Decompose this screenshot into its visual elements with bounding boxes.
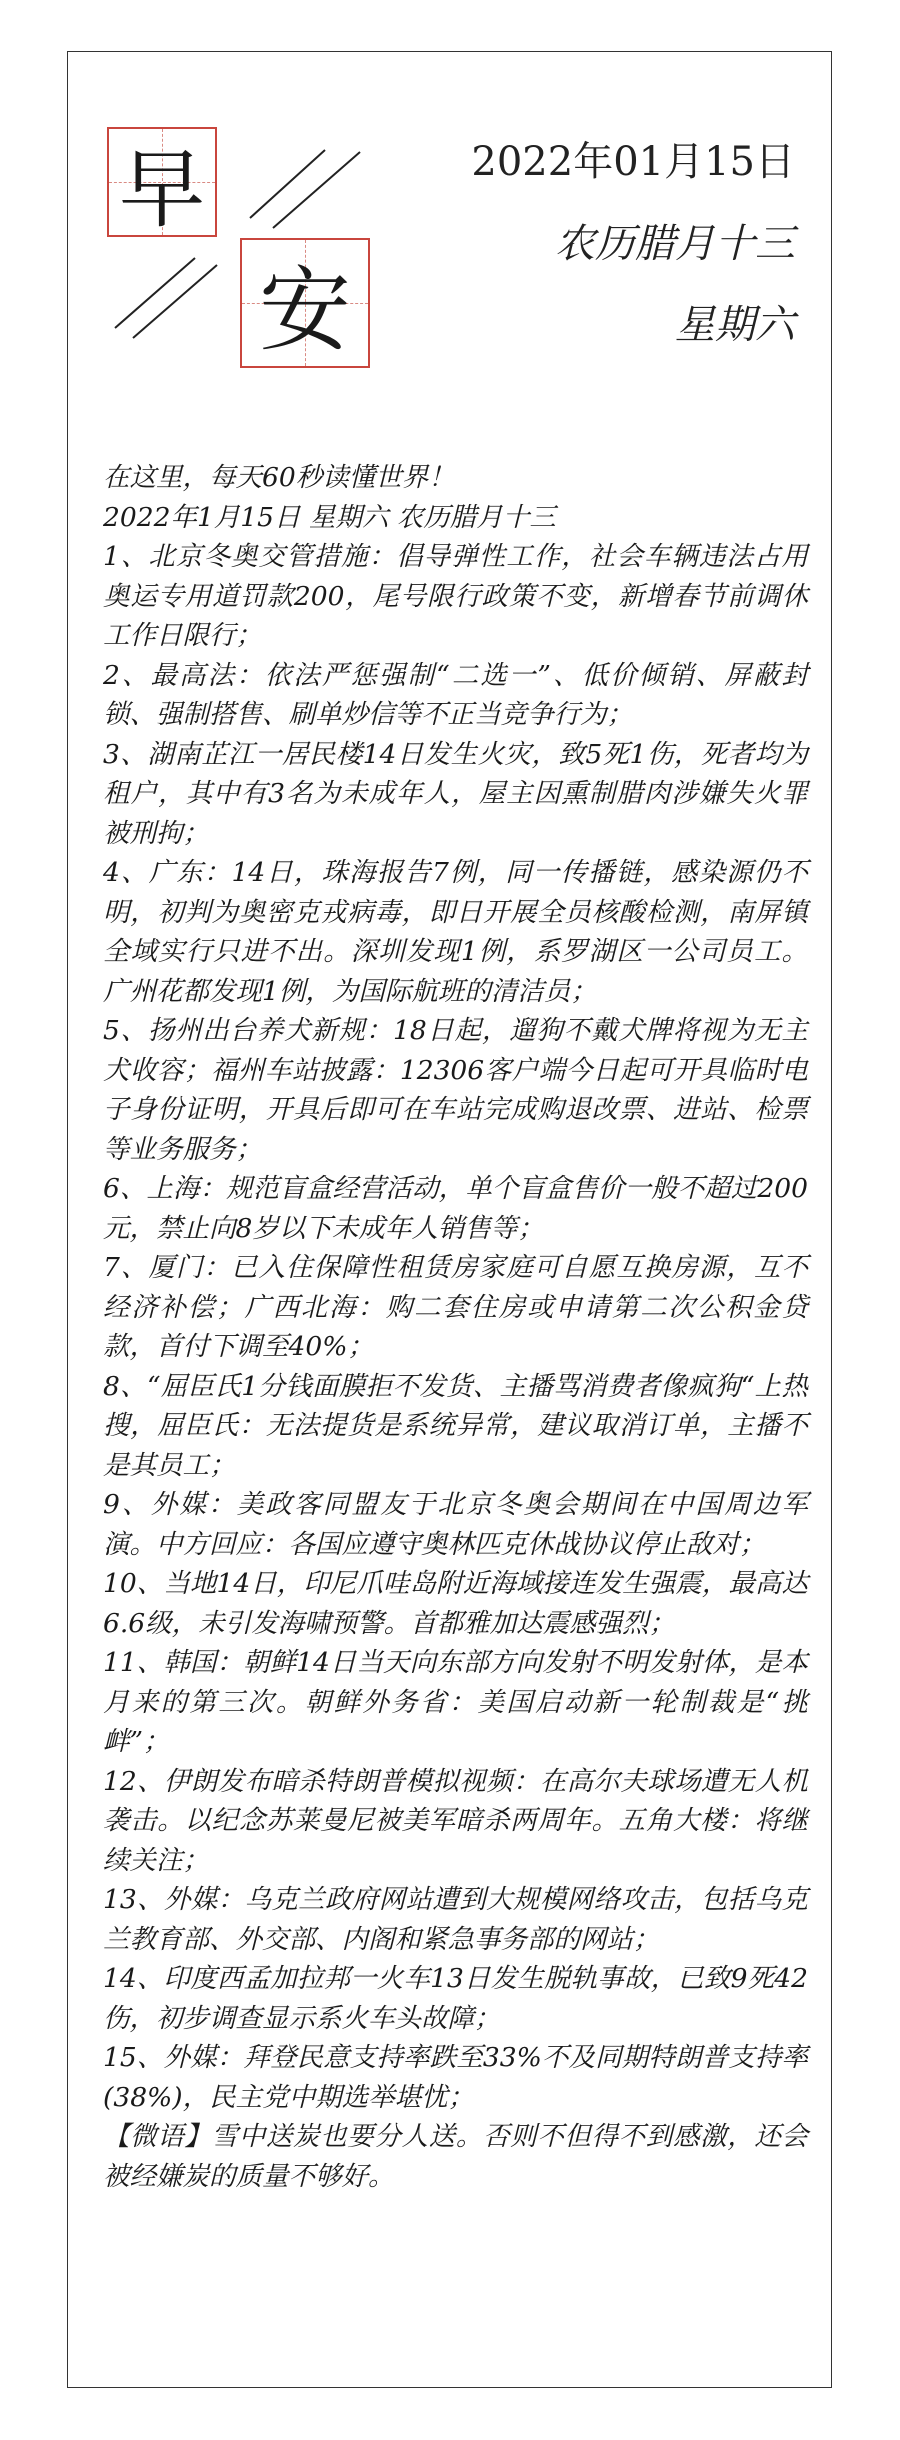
title-box-peace [240, 238, 370, 368]
quote-line: 【微语】雪中送炭也要分人送。否则不但得不到感激，还会被经嫌炭的质量不够好。 [103, 2121, 808, 2192]
news-item: 15、外媒：拜登民意支持率跌至33%不及同期特朗普支持率(38%)，民主党中期选举堪忧； [103, 2042, 808, 2113]
news-item: 9、外媒：美政客同盟友于北京冬奥会期间在中国周边军演。中方回应：各国应遵守奥林匹克休战协议停止敌对； [103, 1489, 808, 1560]
news-item: 2、最高法：依法严惩强制“二选一”、低价倾销、屏蔽封锁、强制搭售、刷单炒信等不正当竞争行为； [103, 659, 808, 730]
news-item: 13、外媒：乌克兰政府网站遭到大规模网络攻击，包括乌克兰教育部、外交部、内阁和紧急事务部的网站； [103, 1884, 808, 1955]
news-item: 5、扬州出台养犬新规：18日起，遛狗不戴犬牌将视为无主犬收容；福州车站披露：12306客户端今日起可开具临时电子身份证明，开具后即可在车站完成购退改票、进站、检票等业务服务； [103, 1015, 808, 1165]
weekday-text: 星期六 [675, 302, 795, 348]
news-item: 1、北京冬奥交管措施：倡导弹性工作，社会车辆违法占用奥运专用道罚款200，尾号限行政策不变，新增春节前调休工作日限行； [103, 541, 808, 651]
intro-line: 在这里，每天60秒读懂世界！ [103, 462, 455, 493]
news-item: 7、厦门：已入住保障性租赁房家庭可自愿互换房源，互不经济补偿；广西北海：购二套住房或申请第二次公积金贷款，首付下调至40%； [103, 1252, 808, 1362]
news-item: 10、当地14日，印尼爪哇岛附近海域接连发生强震，最高达6.6级，未引发海啸预警。首都雅加达震感强烈； [103, 1568, 808, 1639]
title-box-morning [107, 127, 217, 240]
news-item: 6、上海：规范盲盒经营活动，单个盲盒售价一般不超过200元，禁止向8岁以下未成年人销售等； [103, 1173, 808, 1244]
slash-line [273, 152, 360, 228]
slash-line [115, 258, 195, 328]
title-char-peace: 安 [258, 257, 351, 364]
news-item: 11、韩国：朝鲜14日当天向东部方向发射不明发射体，是本月来的第三次。朝鲜外务省：美国启动新一轮制裁是“挑衅”； [103, 1647, 808, 1757]
news-item: 12、伊朗发布暗杀特朗普模拟视频：在高尔夫球场遭无人机袭击。以纪念苏莱曼尼被美军暗杀两周年。五角大楼：将继续关注； [103, 1765, 808, 1876]
date-line: 2022年1月15日 星期六 农历腊月十三 [103, 501, 556, 533]
news-item: 3、湖南芷江一居民楼14日发生火灾，致5死1伤，死者均为租户，其中有3名为未成年人，屋主因熏制腊肉涉嫌失火罪被刑拘； [103, 738, 808, 849]
lunar-date-text: 农历腊月十三 [555, 221, 795, 267]
news-item: 8、“屈臣氏1分钱面膜拒不发货、主播骂消费者像疯狗“上热搜，屈臣氏：无法提货是系统异常，建议取消订单，主播不是其员工； [103, 1370, 808, 1481]
date-text: 2022年01月15日 [471, 139, 795, 185]
news-item: 4、广东：14日，珠海报告7例，同一传播链，感染源仍不明，初判为奥密克戎病毒，即日开展全员核酸检测，南屏镇全域实行只进不出。深圳发现1例，系罗湖区一公司员工。广州花都发现1例，为国际航班的清洁员； [103, 857, 808, 1007]
news-content [103, 458, 808, 2196]
news-item: 14、印度西孟加拉邦一火车13日发生脱轨事故，已致9死42伤，初步调查显示系火车头故障； [103, 1963, 808, 2034]
slash-line [250, 150, 325, 218]
title-char-morning: 早 [119, 140, 205, 240]
